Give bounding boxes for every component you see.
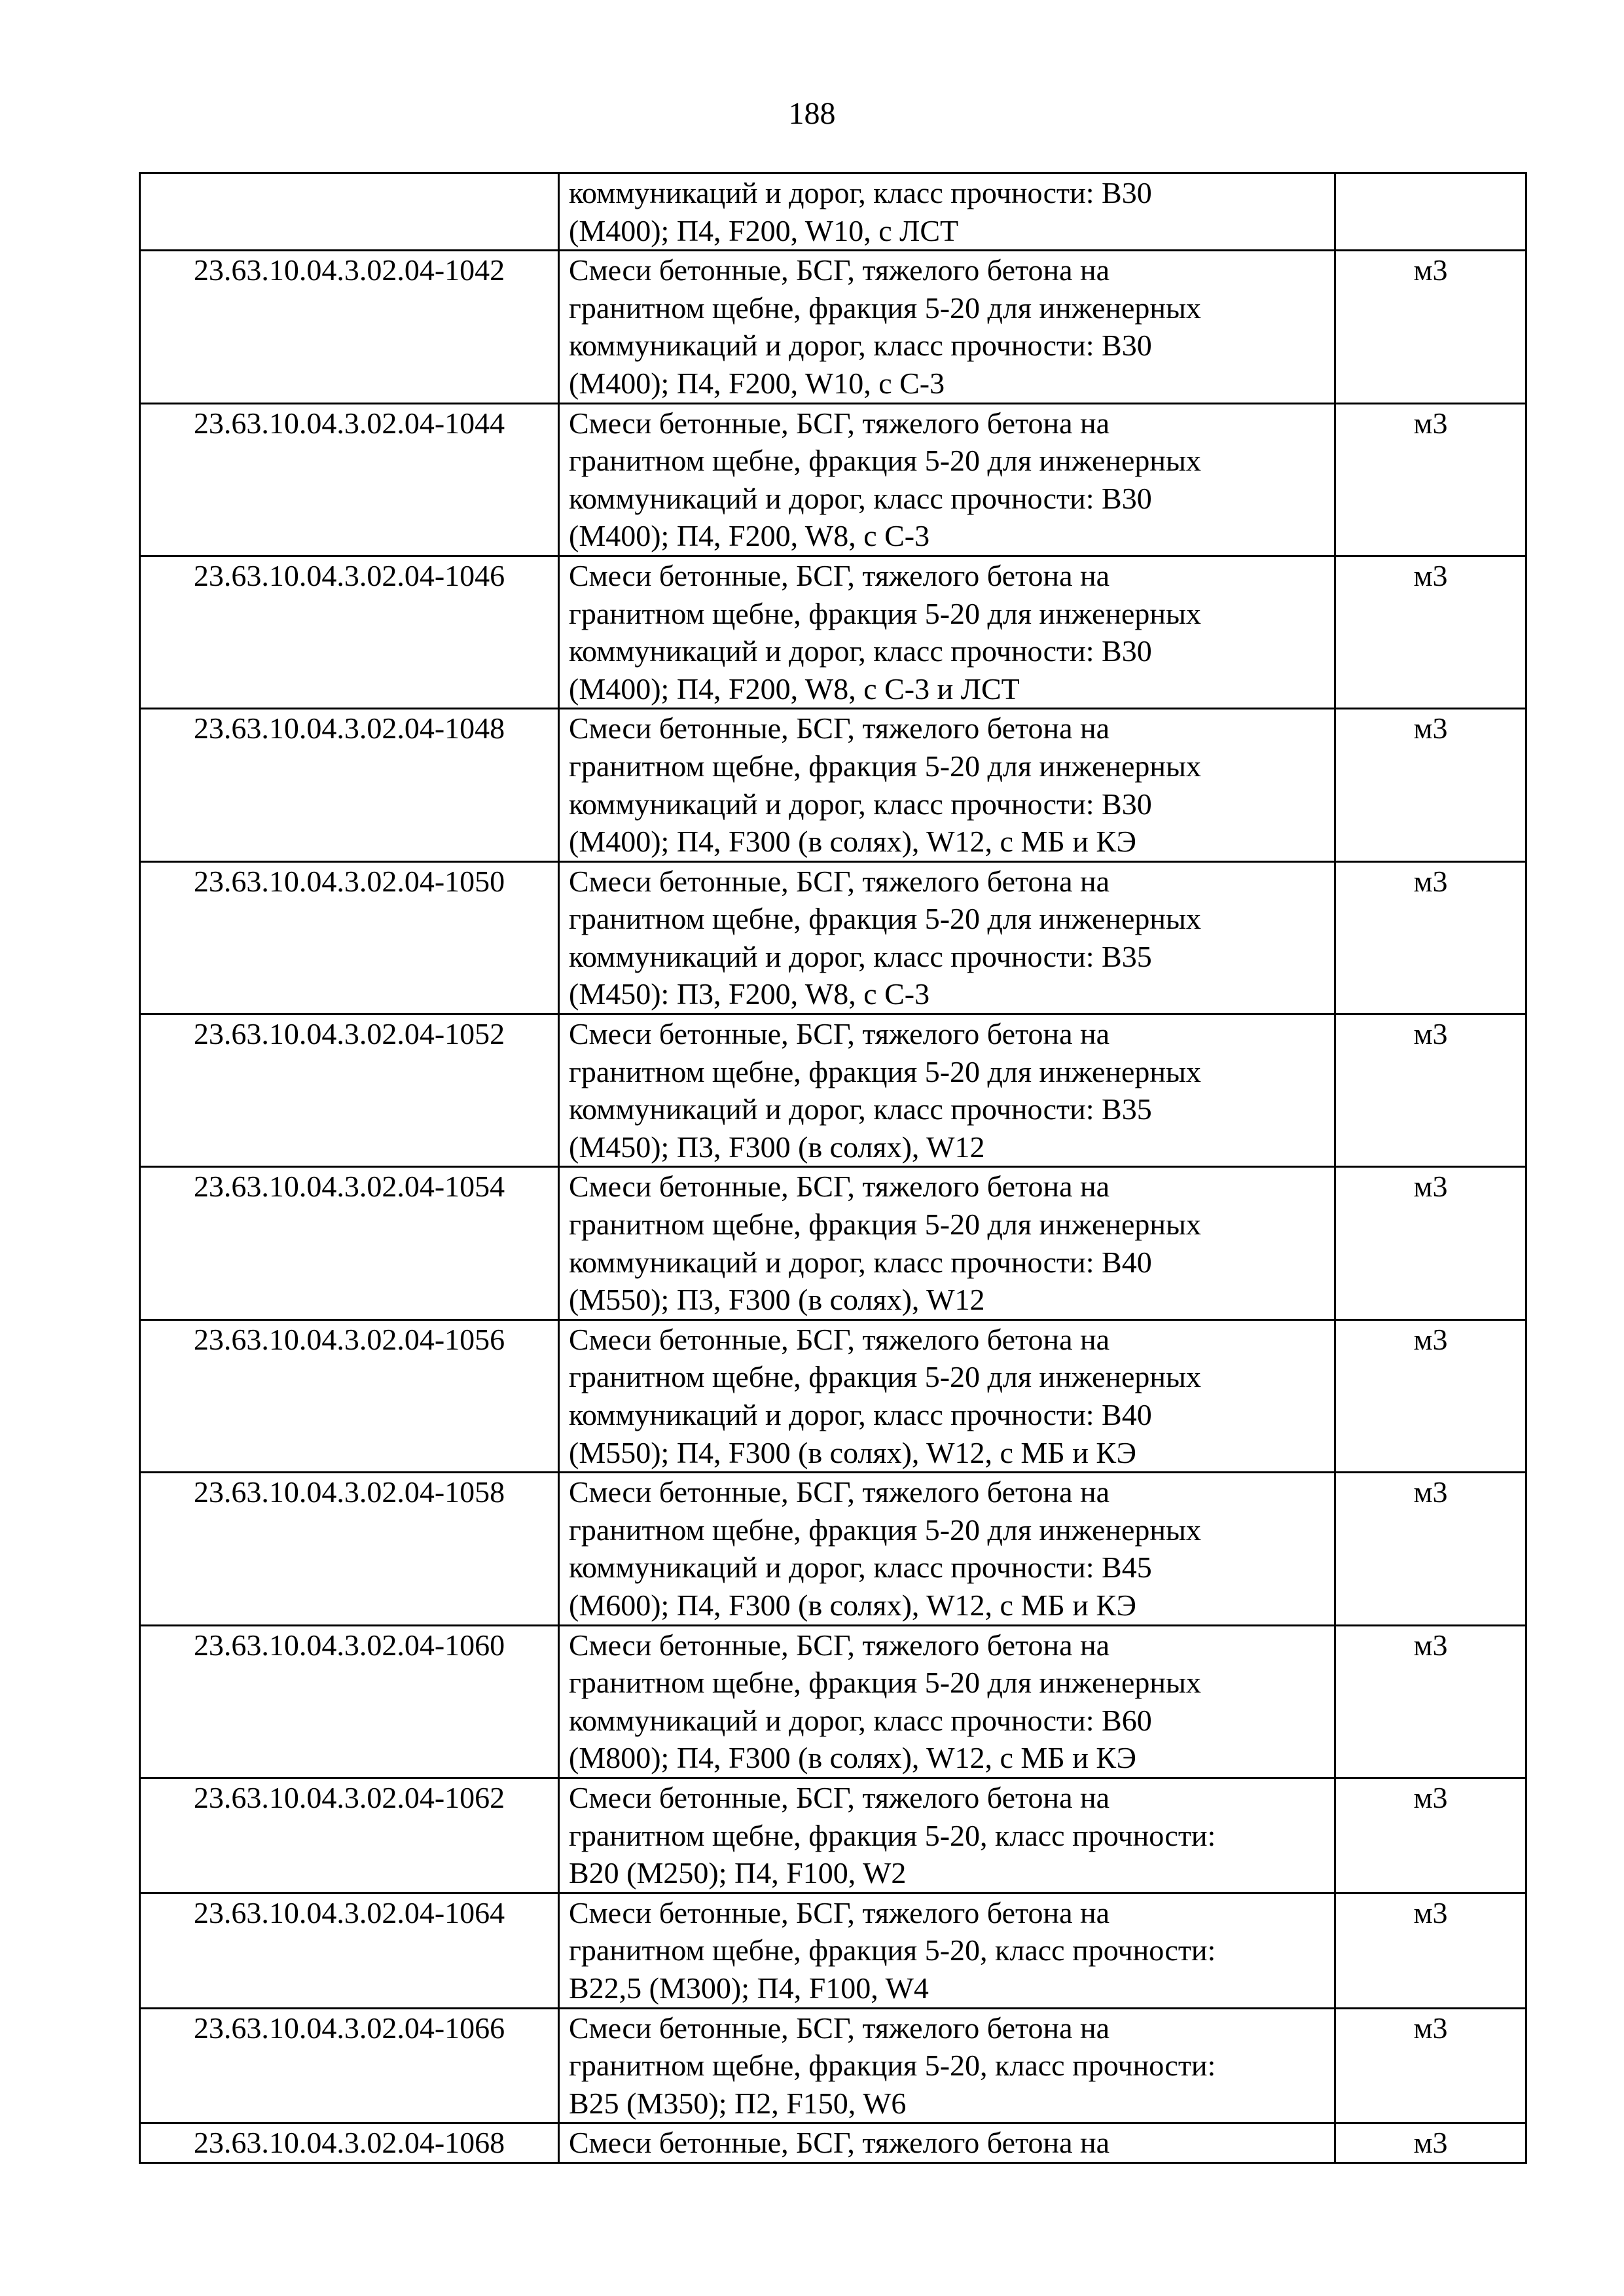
resource-table-body [140,173,1526,2163]
resource-description-cell: коммуникаций и дорог, класс прочности: В30 (М400); П4, F200, W10, с ЛСТ [559,173,1335,251]
resource-code-cell: 23.63.10.04.3.02.04-1064 [140,1893,559,2008]
resource-unit-cell: м3 [1335,1014,1526,1167]
resource-description-cell: Смеси бетонные, БСГ, тяжелого бетона на гранитном щебне, фракция 5-20 для инженерных коммуникаций и дорог, класс прочности: В30 (М400); П4, F200, W8, с С-3 [559,403,1335,556]
resource-code-cell: 23.63.10.04.3.02.04-1048 [140,709,559,861]
resource-unit-cell: м3 [1335,1319,1526,1472]
resource-unit-cell: м3 [1335,556,1526,708]
table-row [140,1014,1526,1167]
resource-description-cell: Смеси бетонные, БСГ, тяжелого бетона на гранитном щебне, фракция 5-20, класс прочности: В20 (М250); П4, F100, W2 [559,1778,1335,1893]
resource-unit-cell: м3 [1335,1625,1526,1778]
resource-unit-cell: м3 [1335,2123,1526,2163]
resource-code-cell: 23.63.10.04.3.02.04-1044 [140,403,559,556]
resource-unit-cell: м3 [1335,861,1526,1014]
resource-table [139,172,1527,2164]
table-row [140,861,1526,1014]
resource-unit-cell: м3 [1335,2008,1526,2123]
table-row [140,709,1526,861]
table-row [140,2008,1526,2123]
resource-code-cell: 23.63.10.04.3.02.04-1042 [140,251,559,403]
table-row [140,1319,1526,1472]
table-row [140,173,1526,251]
resource-description-cell: Смеси бетонные, БСГ, тяжелого бетона на гранитном щебне, фракция 5-20, класс прочности: В25 (М350); П2, F150, W6 [559,2008,1335,2123]
resource-code-cell [140,173,559,251]
resource-description-cell: Смеси бетонные, БСГ, тяжелого бетона на гранитном щебне, фракция 5-20 для инженерных коммуникаций и дорог, класс прочности: В30 (М400); П4, F200, W8, с С-3 и ЛСТ [559,556,1335,708]
table-row [140,1778,1526,1893]
table-row [140,251,1526,403]
resource-code-cell: 23.63.10.04.3.02.04-1062 [140,1778,559,1893]
resource-code-cell: 23.63.10.04.3.02.04-1066 [140,2008,559,2123]
resource-code-cell: 23.63.10.04.3.02.04-1060 [140,1625,559,1778]
resource-unit-cell: м3 [1335,403,1526,556]
resource-unit-cell: м3 [1335,1473,1526,1625]
table-row [140,556,1526,708]
resource-code-cell: 23.63.10.04.3.02.04-1056 [140,1319,559,1472]
table-row [140,1167,1526,1319]
table-row [140,1625,1526,1778]
table-row [140,2123,1526,2163]
table-row [140,403,1526,556]
resource-unit-cell: м3 [1335,1893,1526,2008]
resource-code-cell: 23.63.10.04.3.02.04-1050 [140,861,559,1014]
resource-description-cell: Смеси бетонные, БСГ, тяжелого бетона на гранитном щебне, фракция 5-20 для инженерных коммуникаций и дорог, класс прочности: В35 (М450): П3, F200, W8, с С-3 [559,861,1335,1014]
resource-description-cell: Смеси бетонные, БСГ, тяжелого бетона на гранитном щебне, фракция 5-20, класс прочности: В22,5 (М300); П4, F100, W4 [559,1893,1335,2008]
resource-description-cell: Смеси бетонные, БСГ, тяжелого бетона на гранитном щебне, фракция 5-20 для инженерных коммуникаций и дорог, класс прочности: В30 (М400); П4, F300 (в солях), W12, с МБ и КЭ [559,709,1335,861]
resource-code-cell: 23.63.10.04.3.02.04-1054 [140,1167,559,1319]
resource-code-cell: 23.63.10.04.3.02.04-1046 [140,556,559,708]
resource-code-cell: 23.63.10.04.3.02.04-1052 [140,1014,559,1167]
resource-code-cell: 23.63.10.04.3.02.04-1058 [140,1473,559,1625]
resource-unit-cell: м3 [1335,709,1526,861]
page-number: 188 [788,96,836,131]
resource-unit-cell: м3 [1335,1778,1526,1893]
resource-unit-cell: м3 [1335,251,1526,403]
table-row [140,1473,1526,1625]
resource-description-cell: Смеси бетонные, БСГ, тяжелого бетона на [559,2123,1335,2163]
resource-description-cell: Смеси бетонные, БСГ, тяжелого бетона на гранитном щебне, фракция 5-20 для инженерных коммуникаций и дорог, класс прочности: В40 (М550); П4, F300 (в солях), W12, с МБ и КЭ [559,1319,1335,1472]
resource-unit-cell: м3 [1335,1167,1526,1319]
resource-unit-cell [1335,173,1526,251]
resource-description-cell: Смеси бетонные, БСГ, тяжелого бетона на гранитном щебне, фракция 5-20 для инженерных коммуникаций и дорог, класс прочности: В30 (М400); П4, F200, W10, с С-3 [559,251,1335,403]
resource-description-cell: Смеси бетонные, БСГ, тяжелого бетона на гранитном щебне, фракция 5-20 для инженерных коммуникаций и дорог, класс прочности: В45 (М600); П4, F300 (в солях), W12, с МБ и КЭ [559,1473,1335,1625]
resource-code-cell: 23.63.10.04.3.02.04-1068 [140,2123,559,2163]
resource-description-cell: Смеси бетонные, БСГ, тяжелого бетона на гранитном щебне, фракция 5-20 для инженерных коммуникаций и дорог, класс прочности: В40 (М550); П3, F300 (в солях), W12 [559,1167,1335,1319]
table-row [140,1893,1526,2008]
resource-description-cell: Смеси бетонные, БСГ, тяжелого бетона на гранитном щебне, фракция 5-20 для инженерных коммуникаций и дорог, класс прочности: В35 (М450); П3, F300 (в солях), W12 [559,1014,1335,1167]
resource-description-cell: Смеси бетонные, БСГ, тяжелого бетона на гранитном щебне, фракция 5-20 для инженерных коммуникаций и дорог, класс прочности: В60 (М800); П4, F300 (в солях), W12, с МБ и КЭ [559,1625,1335,1778]
